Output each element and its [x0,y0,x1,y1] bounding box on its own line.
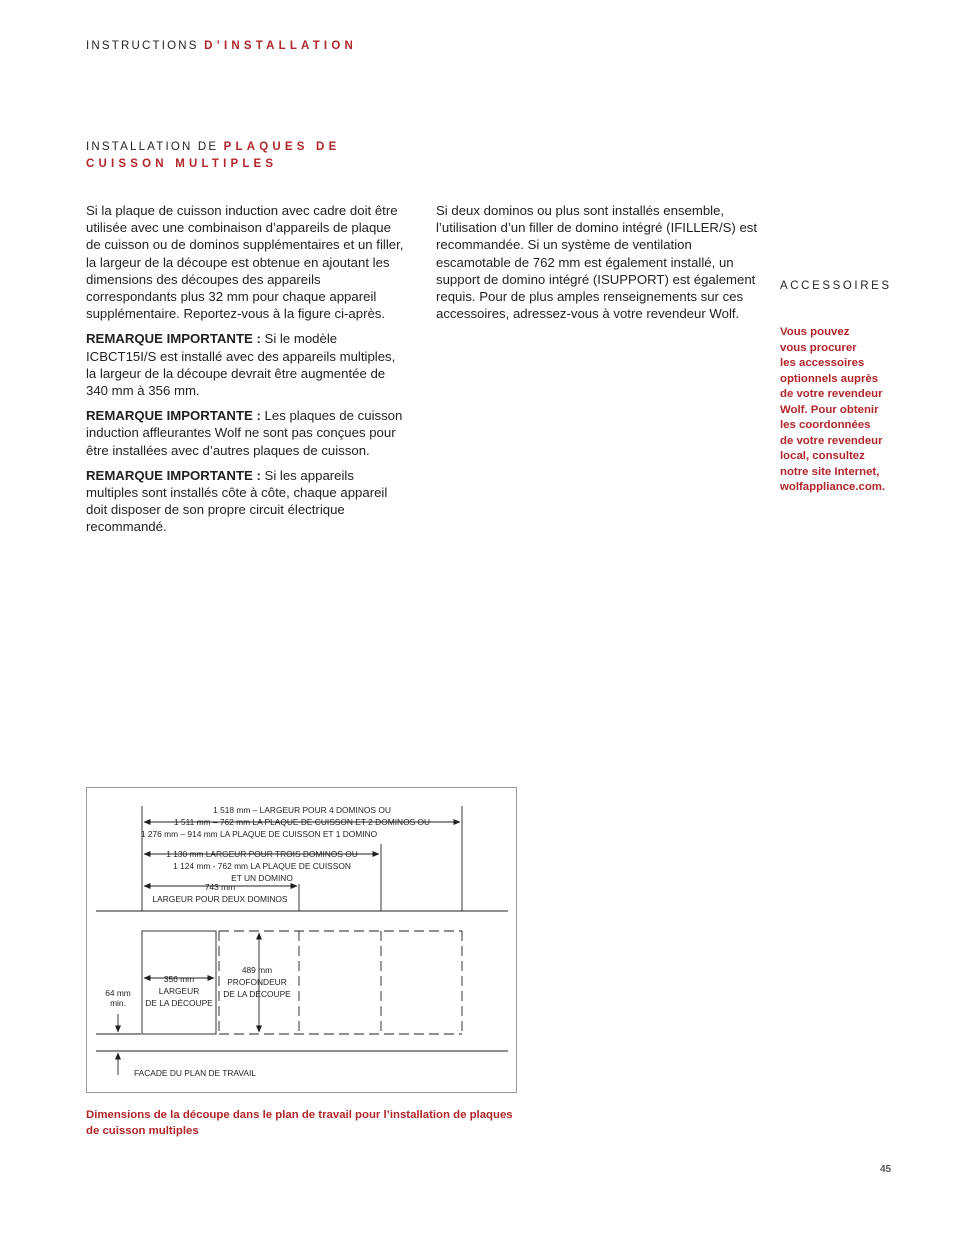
front-label: FACADE DU PLAN DE TRAVAIL [134,1068,256,1078]
dim-four-label-3: 1 276 mm – 914 mm LA PLAQUE DE CUISSON ET 1 DOMINO [140,829,378,839]
diagram-svg [87,788,518,1094]
header-highlight: D’INSTALLATION [204,40,357,52]
header-prefix: INSTRUCTIONS [86,40,199,52]
column-left [86,202,404,544]
note-text: Si le modèle ICBCT15I/S est installé avec des appareils multiples, la largeur de la découpe devrait être augmentée de 340 mm à 356 mm. [86,331,396,399]
depth-label-1: 489 mm [241,965,273,975]
page-header [86,40,357,52]
min-label-1: 64 mm [105,988,131,998]
cutout-diagram [86,787,517,1093]
accessory-paragraph: Si deux dominos ou plus sont installés ensemble, l’utilisation d’un filler de domino intégré (IFILLER/S) est recommandée. Si un système de ventilation escamotable de 762 mm est également installé, un support de domino intégré (ISUPPORT) est également requis. Pour de plus amples renseignements sur ces accessoires, adressez-vous à votre revendeur Wolf. [436,203,758,322]
section-title [86,139,386,173]
dim-three-label-3: ET UN DOMINO [231,873,293,883]
depth-label-3: DE LA DÉCOUPE [223,989,291,999]
accessories-title: ACCESSOIRES [780,280,892,292]
figure-caption: Dimensions de la découpe dans le plan de travail pour l’installation de plaques de cuisson multiples [86,1109,513,1137]
section-title-highlight: PLAQUES DE CUISSON MULTIPLES [86,141,341,170]
dim-three-label-2: 1 124 mm - 762 mm LA PLAQUE DE CUISSON [173,861,351,871]
width-label-3: DE LA DÉCOUPE [145,998,213,1008]
intro-paragraph: Si la plaque de cuisson induction avec cadre doit être utilisée avec une combinaison d’appareils de plaque de cuisson ou de dominos supplémentaires et un filler, la largeur de la découpe est obtenue en ajoutant les dimensions des découpes des appareils correspondants plus 32 mm pour chaque appareil supplémentaire. Reportez-vous à la figure ci-après. [86,203,404,322]
note-label: REMARQUE IMPORTANTE : [86,331,261,347]
note-label: REMARQUE IMPORTANTE : [86,467,261,483]
note-paragraph-2 [86,407,404,459]
page-number: 45 [880,1164,892,1175]
column-middle [436,202,758,330]
dim-four-label-2: 1 511 mm – 762 mm LA PLAQUE DE CUISSON ET 2 DOMINOS OU [173,817,431,827]
note-label: REMARQUE IMPORTANTE : [86,408,261,424]
dim-two-label-1: 743 mm [204,882,236,892]
section-title-prefix: INSTALLATION DE [86,141,219,153]
note-text: Si les appareils multiples sont installés côte à côte, chaque appareil doit disposer de son propre circuit électrique recommandé. [86,467,388,535]
dim-four-label-1: 1 518 mm – LARGEUR POUR 4 DOMINOS OU [213,805,391,815]
note-paragraph-3 [86,467,404,536]
note-text: Les plaques de cuisson induction affleurantes Wolf ne sont pas conçues pour être installées avec d’autres plaques de cuisson. [86,408,403,458]
width-label-2: LARGEUR [158,986,200,996]
min-label-2: min. [110,998,126,1008]
width-label-1: 356 mm [163,974,195,984]
dim-two-label-2: LARGEUR POUR DEUX DOMINOS [152,894,288,904]
depth-label-2: PROFONDEUR [227,977,287,987]
dim-three-label-1: 1 130 mm LARGEUR POUR TROIS DOMINOS OU [166,849,358,859]
accessories-text: Vous pouvez vous procurer les accessoires optionnels auprès de votre revendeur Wolf. Pour obtenir les coordonnées de votre revendeur local, consultez notre site Internet, wolfappliance.com. [780,326,886,493]
note-paragraph-1 [86,330,404,399]
